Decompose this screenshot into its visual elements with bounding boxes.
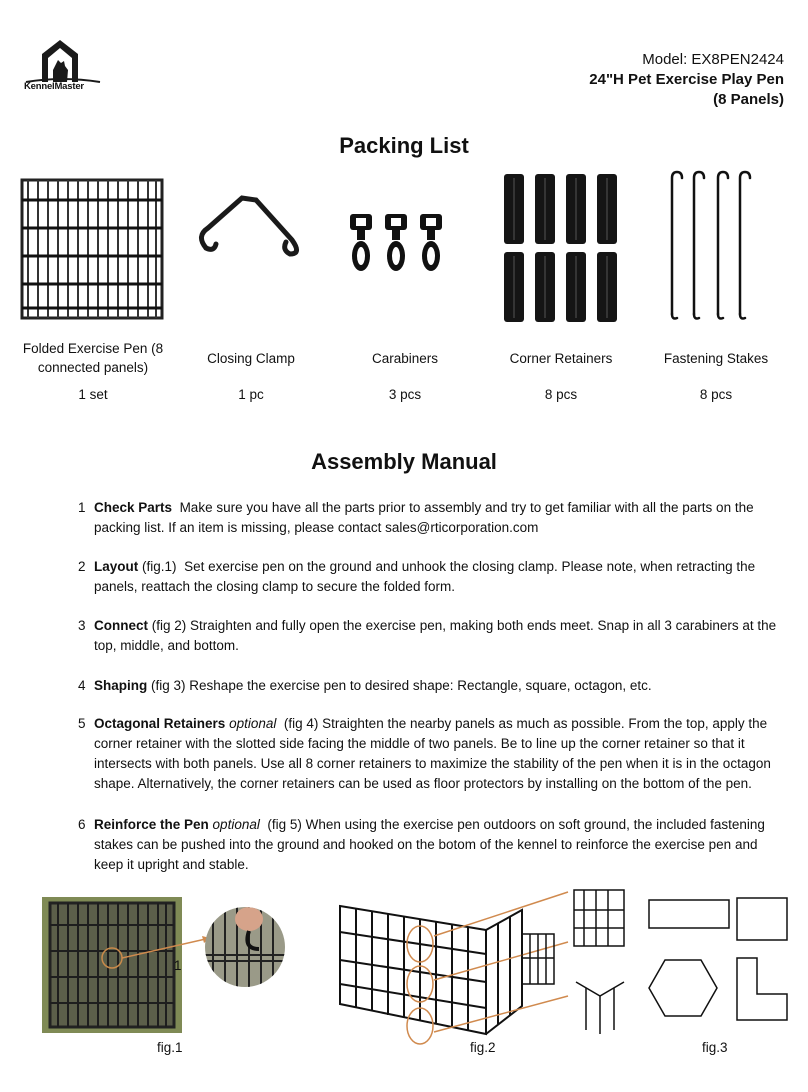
step-title: Reinforce the Pen [94, 817, 209, 832]
step-fig-ref: (fig 4) [283, 716, 319, 731]
step-optional: optional [229, 716, 277, 731]
step-3 [78, 616, 786, 656]
step-5 [78, 714, 786, 794]
fig2-diagram [336, 884, 636, 1054]
step-optional: optional [212, 817, 260, 832]
assembly-manual-title: Assembly Manual [311, 449, 497, 474]
brand-name: KennelMaster [24, 81, 84, 92]
step-number: 4 [78, 678, 86, 693]
step-number: 1 [78, 500, 86, 515]
step-text: When using the exercise pen outdoors on soft ground, the included fastening stakes can be pushed into the ground and hooked on the botom of the kennel to reinforce the exercise pen and keep it upright and stable. [94, 817, 765, 872]
fig1-callout-number: 1 [174, 958, 182, 973]
step-number: 2 [78, 559, 86, 574]
step-text: Reshape the exercise pen to desired shape: Rectangle, square, octagon, etc. [189, 678, 652, 693]
fig1-caption: fig.1 [157, 1040, 183, 1055]
step-text: Straighten the nearby panels as much as possible. From the top, apply the corner retainer with the slotted side facing the middle of two panels. Be to line up the corner retainer so that it intersects with both panels. Use all 8 corner retainers to maximize the stability of the pen when it is in the octagon shape. Alternatively, the corner retainers can be used as floor protectors by installing on the bottom of the pen. [94, 716, 771, 791]
step-fig-ref: (fig 5) [267, 817, 302, 832]
fig1-detail-circle [203, 905, 287, 989]
item-qty-fastening-stakes: 8 pcs [699, 387, 733, 402]
step-text: Make sure you have all the parts prior to assembly and try to get familiar with all the parts on the packing list. If an item is missing, please contact sales@rticorporation.com [94, 500, 754, 535]
item-label-carabiners: Carabiners [371, 351, 439, 366]
step-title: Connect [94, 618, 148, 633]
carabiners-image [344, 212, 456, 282]
item-qty-folded-pen: 1 set [78, 387, 108, 402]
step-4 [78, 676, 786, 696]
step-fig-ref: (fig 3) [151, 678, 186, 693]
step-2 [78, 557, 786, 597]
product-subtitle: (8 Panels) [713, 91, 784, 108]
step-number: 3 [78, 618, 86, 633]
item-qty-closing-clamp: 1 pc [238, 387, 264, 402]
step-6 [78, 815, 786, 875]
step-title: Octagonal Retainers [94, 716, 226, 731]
corner-retainers-image [498, 172, 623, 324]
step-1 [78, 498, 786, 538]
step-fig-ref: (fig.1) [142, 559, 177, 574]
item-label-corner-retainers: Corner Retainers [509, 351, 613, 366]
item-label-folded-pen: Folded Exercise Pen (8 connected panels) [22, 341, 164, 375]
model-number: Model: EX8PEN2424 [642, 51, 784, 68]
step-title: Layout [94, 559, 139, 574]
step-title: Shaping [94, 678, 148, 693]
folded-pen-image [20, 176, 165, 322]
item-qty-carabiners: 3 pcs [388, 387, 422, 402]
item-label-closing-clamp: Closing Clamp [207, 351, 295, 366]
step-number: 6 [78, 817, 86, 832]
product-title: 24"H Pet Exercise Play Pen [589, 71, 784, 88]
step-text: Set exercise pen on the ground and unhook the closing clamp. Please note, when retracting the panels, reattach the closing clamp to secure the folded form. [94, 559, 756, 594]
step-text: Straighten and fully open the exercise pen, making both ends meet. Snap in all 3 carabiners at the top, middle, and bottom. [94, 618, 777, 653]
packing-list-title: Packing List [339, 133, 469, 158]
fastening-stakes-image [662, 170, 762, 322]
item-label-fastening-stakes: Fastening Stakes [663, 351, 769, 366]
step-title: Check Parts [94, 500, 173, 515]
step-fig-ref: (fig 2) [151, 618, 187, 633]
fig3-caption: fig.3 [702, 1040, 728, 1055]
step-number: 5 [78, 716, 86, 731]
closing-clamp-image [192, 192, 310, 264]
fig2-caption: fig.2 [470, 1040, 496, 1055]
item-qty-corner-retainers: 8 pcs [544, 387, 578, 402]
fig3-shapes [645, 894, 790, 1028]
